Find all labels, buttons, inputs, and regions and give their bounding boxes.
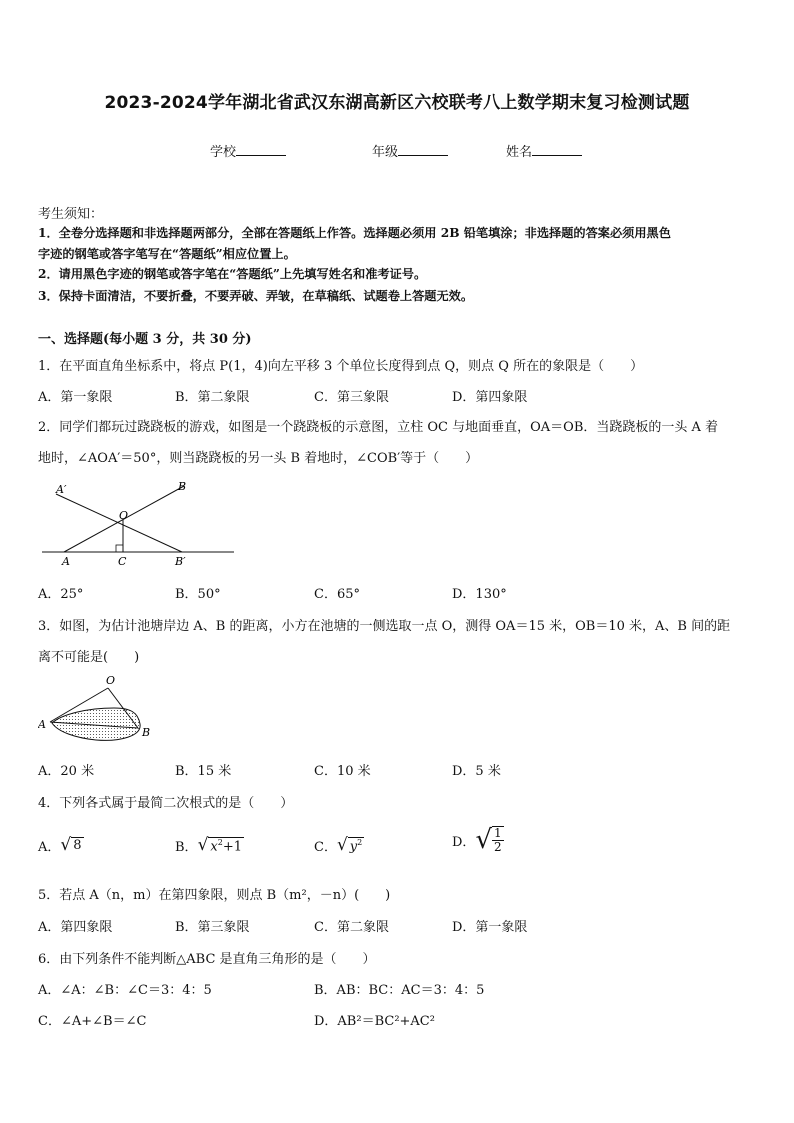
grade-field[interactable] bbox=[372, 141, 448, 160]
q3-option-c[interactable]: C．10 米 bbox=[314, 764, 371, 779]
q4-option-a-letter: A． bbox=[38, 840, 61, 855]
q6-option-b[interactable]: B．AB：BC：AC＝3：4：5 bbox=[314, 983, 485, 998]
notice-item-2: 2．请用黑色字迹的钢笔或答字笔在“答题纸”上先填写姓名和准考证号。 bbox=[38, 267, 427, 281]
q2-option-b[interactable]: B．50° bbox=[175, 587, 221, 602]
q4-option-b-letter: B． bbox=[175, 840, 198, 855]
q4-option-a[interactable] bbox=[38, 836, 84, 855]
seesaw-figure bbox=[38, 476, 238, 572]
q3-option-d[interactable]: D．5 米 bbox=[452, 764, 501, 779]
school-field[interactable] bbox=[210, 141, 286, 160]
q1-option-d[interactable]: D．第四象限 bbox=[452, 390, 528, 405]
q4-option-c[interactable] bbox=[314, 836, 364, 855]
notice-item-1b: 字迹的钢笔或答字笔写在“答题纸”相应位置上。 bbox=[38, 247, 296, 261]
q5-option-d[interactable]: D．第一象限 bbox=[452, 920, 528, 935]
notice-item-3: 3．保持卡面清洁，不要折叠，不要弄破、弄皱，在草稿纸、试题卷上答题无效。 bbox=[38, 289, 474, 303]
q6-option-a[interactable]: A．∠A：∠B：∠C＝3：4：5 bbox=[38, 983, 212, 998]
board-a2-b2 bbox=[56, 494, 182, 552]
label-b: B bbox=[142, 726, 151, 739]
grade-label: 年级 bbox=[372, 145, 399, 160]
q2-option-a[interactable]: A．25° bbox=[38, 587, 84, 602]
label-a: A bbox=[38, 718, 46, 731]
label-b: B bbox=[178, 480, 187, 493]
q6-option-c[interactable]: C．∠A+∠B＝∠C bbox=[38, 1014, 147, 1029]
q3-option-a[interactable]: A．20 米 bbox=[38, 764, 95, 779]
sqrt-8: √ 8 bbox=[60, 835, 82, 855]
sqrt-sign: √ bbox=[475, 825, 493, 856]
school-label: 学校 bbox=[210, 145, 237, 160]
q1-option-b[interactable]: B．第二象限 bbox=[175, 390, 250, 405]
q4-stem: 4．下列各式属于最简二次根式的是（ ） bbox=[38, 796, 294, 811]
q4-option-d[interactable] bbox=[452, 826, 504, 854]
q2-option-d[interactable]: D．130° bbox=[452, 587, 507, 602]
pond-figure bbox=[38, 670, 168, 744]
sqrt-y2: √ $y^2$ bbox=[336, 835, 363, 856]
name-blank[interactable] bbox=[532, 143, 582, 156]
q5-option-a[interactable]: A．第四象限 bbox=[38, 920, 113, 935]
q1-option-c[interactable]: C．第三象限 bbox=[314, 390, 389, 405]
q3-stem-line2: 离不可能是( ) bbox=[38, 650, 140, 665]
notice-heading: 考生须知： bbox=[38, 207, 104, 222]
name-field[interactable] bbox=[506, 141, 582, 160]
q5-stem: 5．若点 A（n，m）在第四象限，则点 B（m²，－n）( ) bbox=[38, 888, 391, 903]
label-o: O bbox=[106, 674, 116, 687]
q1-stem: 1．在平面直角坐标系中，将点 P(1，4)向左平移 3 个单位长度得到点 Q，则点 Q 所在的象限是（ ） bbox=[38, 359, 644, 374]
q6-option-d[interactable]: D．AB²＝BC²+AC² bbox=[314, 1014, 435, 1029]
q2-option-c[interactable]: C．65° bbox=[314, 587, 360, 602]
q4-option-b[interactable] bbox=[175, 836, 244, 855]
q1-option-a[interactable]: A．第一象限 bbox=[38, 390, 113, 405]
school-blank[interactable] bbox=[236, 143, 286, 156]
q4-option-d-letter: D． bbox=[452, 834, 476, 850]
right-angle-mark bbox=[116, 545, 123, 552]
q3-stem-line1: 3．如图，为估计池塘岸边 A、B 的距离，小方在池塘的一侧选取一点 O，测得 OA＝15 米，OB＝10 米，A、B 间的距 bbox=[38, 619, 731, 634]
sqrt-x2-plus-1: √ $x^2+1$ bbox=[197, 835, 243, 856]
section-heading: 一、选择题(每小题 3 分，共 30 分) bbox=[38, 332, 252, 347]
q4-option-c-letter: C． bbox=[314, 840, 337, 855]
page-title: 2023-2024学年湖北省武汉东湖高新区六校联考八上数学期末复习检测试题 bbox=[104, 93, 690, 113]
label-c: C bbox=[118, 555, 127, 568]
q5-option-c[interactable]: C．第二象限 bbox=[314, 920, 389, 935]
label-o: O bbox=[119, 509, 129, 522]
label-a: A bbox=[62, 555, 70, 568]
label-a-prime: A′ bbox=[56, 483, 67, 496]
notice-item-1: 1．全卷分选择题和非选择题两部分，全部在答题纸上作答。选择题必须用 2B 铅笔填涂；非选择题的答案必须用黑色 bbox=[38, 226, 671, 240]
q2-stem-line1: 2．同学们都玩过跷跷板的游戏，如图是一个跷跷板的示意图，立柱 OC 与地面垂直，OA＝OB．当跷跷板的一头 A 着 bbox=[38, 420, 719, 435]
label-b-prime: B′ bbox=[175, 555, 186, 568]
q3-option-b[interactable]: B．15 米 bbox=[175, 764, 232, 779]
q6-stem: 6．由下列条件不能判断△ABC 是直角三角形的是（ ） bbox=[38, 952, 376, 967]
fraction-one-half: $\frac{1}{2}$ bbox=[494, 826, 502, 855]
name-label: 姓名 bbox=[506, 145, 533, 160]
q2-stem-line2: 地时，∠AOA′＝50°，则当跷跷板的另一头 B 着地时，∠COB′等于（ ） bbox=[38, 451, 479, 466]
q5-option-b[interactable]: B．第三象限 bbox=[175, 920, 250, 935]
grade-blank[interactable] bbox=[398, 143, 448, 156]
